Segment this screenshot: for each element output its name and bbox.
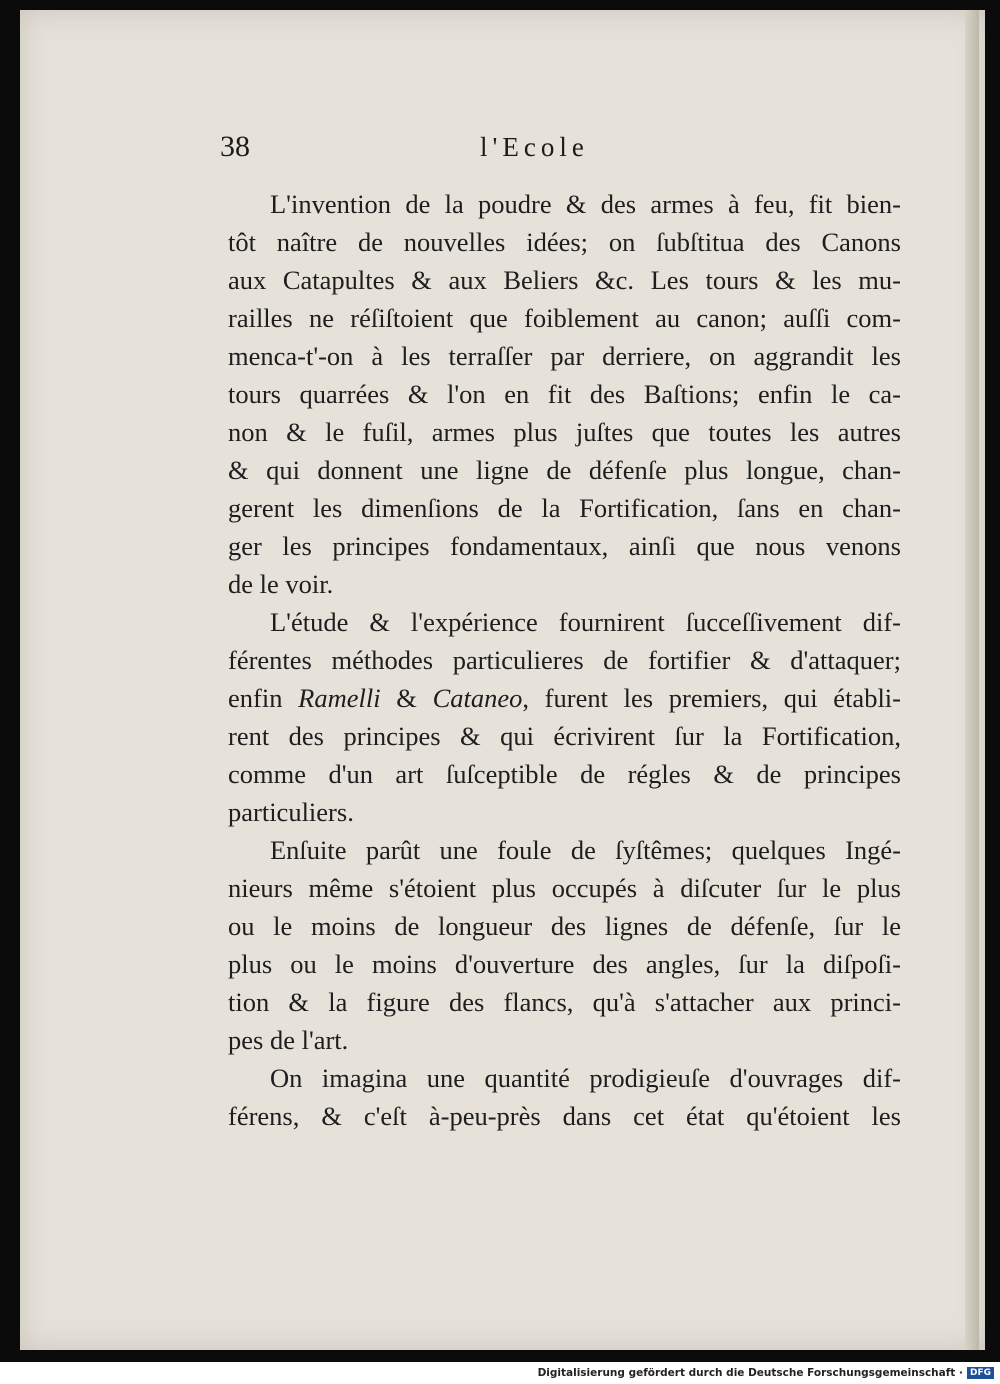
text-line: nieurs même s'étoient plus occupés à diſcuter ſur le plus	[228, 873, 901, 903]
paragraph-3	[228, 831, 901, 1059]
text-line: L'étude & l'expérience fournirent ſucceſſivement dif-	[270, 607, 901, 637]
text-line: L'invention de la poudre & des armes à feu, fit bien-	[270, 189, 901, 219]
text-line: ou le moins de longueur des lignes de défenſe, ſur le	[228, 911, 901, 941]
text-line: tôt naître de nouvelles idées; on ſubſtitua des Canons	[228, 227, 901, 257]
paragraph-4	[228, 1059, 901, 1135]
text-line: plus ou le moins d'ouverture des angles, ſur la diſpoſi-	[228, 949, 901, 979]
text-line: Enſuite parût une foule de ſyſtêmes; quelques Ingé-	[270, 835, 901, 865]
credit-text: Digitalisierung gefördert durch die Deutsche Forschungsgemeinschaft ·	[537, 1367, 963, 1379]
text-line: tours quarrées & l'on en fit des Baſtions; enfin le ca-	[228, 379, 901, 409]
text-segment: , furent les premiers, qui établi-	[522, 683, 901, 713]
text-line: pes de l'art.	[228, 1025, 349, 1055]
text-line: railles ne réſiſtoient que foiblement au canon; auſſi com-	[228, 303, 901, 333]
text-segment: enfin	[228, 683, 299, 713]
text-line: de le voir.	[228, 569, 334, 599]
text-segment: &	[380, 683, 433, 713]
text-line: particuliers.	[228, 797, 354, 827]
text-line: On imagina une quantité prodigieuſe d'ouvrages dif-	[270, 1063, 901, 1093]
text-line-with-names	[228, 679, 901, 717]
text-line: rent des principes & qui écrivirent ſur la Fortification,	[228, 721, 901, 751]
author-name-ramelli: Ramelli	[298, 683, 381, 713]
text-line: & qui donnent une ligne de défenſe plus longue, chan-	[228, 455, 901, 485]
paragraph-1	[228, 185, 901, 603]
text-line: aux Catapultes & aux Beliers &c. Les tours & les mu-	[228, 265, 901, 295]
page-edge	[965, 10, 979, 1350]
running-title: l'Ecole	[480, 132, 589, 162]
author-name-cataneo: Cataneo	[432, 683, 523, 713]
digitization-credit	[538, 1364, 994, 1382]
text-line: férentes méthodes particulieres de fortifier & d'attaquer;	[228, 645, 901, 675]
page-number: 38	[220, 130, 250, 163]
text-line: menca-t'-on à les terraſſer par derriere, on aggrandit les	[228, 341, 901, 371]
text-line: tion & la figure des flancs, qu'à s'attacher aux princi-	[228, 987, 901, 1017]
text-line: gerent les dimenſions de la Fortification, ſans en chan-	[228, 493, 901, 523]
body-text	[228, 185, 901, 1135]
dfg-logo: DFG	[967, 1367, 994, 1379]
paragraph-2	[228, 603, 901, 831]
text-line: comme d'un art ſuſceptible de régles & de principes	[228, 759, 901, 789]
text-line: férens, & c'eſt à-peu-près dans cet état qu'étoient les	[228, 1101, 901, 1131]
running-head	[210, 130, 910, 170]
text-line: ger les principes fondamentaux, ainſi que nous venons	[228, 531, 901, 561]
text-line: non & le fuſil, armes plus juſtes que toutes les autres	[228, 417, 901, 447]
